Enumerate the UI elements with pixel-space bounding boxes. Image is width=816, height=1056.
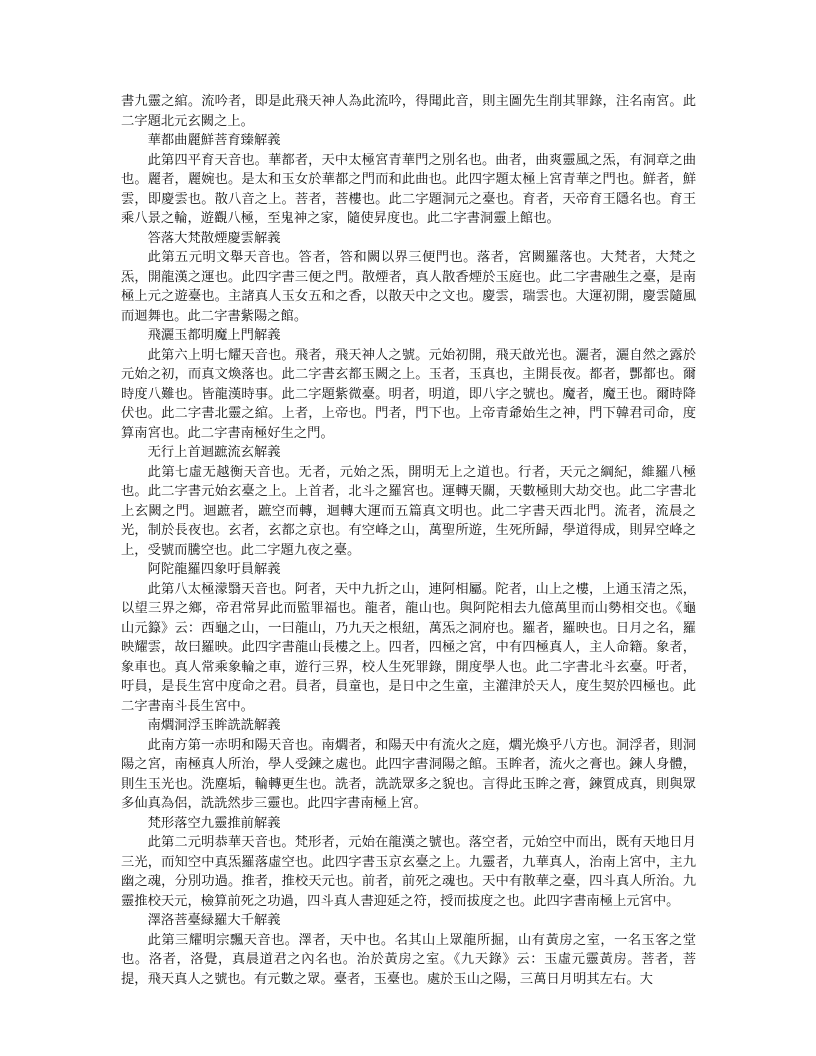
section-heading: 華都曲麗鮮菩育臻解義 — [147, 133, 281, 148]
body-paragraph: 此第八太極濛翳天音也。阿者，天中九折之山，連阿相屬。陀者，山上之樓，上通玉清之炁，以望三界之鄉，帝君常昇此而監罪福也。龍者，龍山也。與阿陀相去九億萬里而山勢相交也。《龜山元籙》云：西龜之山，一曰龍山，乃九天之根紐，萬炁之洞府也。羅者，羅映也。日月之名，羅映耀雲，故曰羅映。此四字書龍山長樓之上。四者，四極之宮，中有四極真人，主人命籍。象者，象車也。真人常乘象輪之車，遊行三界，校人生死罪錄，開度學人也。此二字書北斗玄臺。吁者，吁員，是長生宮中度命之君。員者，員童也，是日中之生童，主灌津於天人，度生契於四極也。此二字書南斗長生宮中。 — [121, 581, 696, 714]
section-heading: 梵形落空九靈推前解義 — [147, 815, 281, 831]
body-paragraph: 此第二元明恭華天音也。梵形者，元始在龍漢之號也。落空者，元始空中而出，既有天地日月三光，而知空中真炁羅落虛空也。此四字書玉京玄臺之上。九靈者，九華真人，治南上宮中，主九幽之魂，分別功過。推者，推校天元也。前者，前死之魂也。天中有散華之臺，四斗真人所治。九靈推校天元，檢算前死之功過，四斗真人書迎延之符，授而拔度之也。此四字書南極上元宮中。 — [121, 835, 696, 909]
body-paragraph: 此第四平育天音也。華都者，天中太極宮青華門之別名也。曲者，曲爽靈風之炁，有洞章之曲也。麗者，麗婉也。是太和玉女於華都之門而和此曲也。此四字題太極上宮青華之門也。鮮者，鮮雲，即慶雲也。散八音之上。菩者，菩樓也。此二字題洞元之臺也。育者，天帝育王隱名也。育王乘八景之輪，遊觀八極，至鬼神之家，隨使昇度也。此二字書洞靈上館也。 — [121, 152, 696, 226]
section-heading: 阿陀龍羅四象吁員解義 — [147, 562, 281, 577]
section-heading: 答落大梵散煙慶雲解義 — [147, 230, 281, 246]
body-paragraph: 此第七虛无越衡天音也。无者，元始之炁，開明无上之道也。行者，天元之綱紀，維羅八極也。此二字書元始玄臺之上。上首者，北斗之羅宮也。運轉天關，天數極則大劫交也。此二字書北上玄闕之門。迴蹠者，蹠空而轉，迴轉大運而五篇真文明也。此二字書天西北門。流者，流晨之光，制於長夜也。玄者，玄都之京也。有空峰之山，萬聖所遊，生死所歸，學道得成，則昇空峰之上，受號而騰空也。此二字題九夜之臺。 — [121, 464, 696, 558]
body-paragraph: 此第五元明文舉天音也。答者，答和闕以界三便門也。落者，宮闕羅落也。大梵者，大梵之炁，開龍漢之運也。此四字書三便之門。散煙者，真人散香煙於玉庭也。此二字書融生之臺，是南極上元之遊臺也。主諸真人玉女五和之香，以散天中之文也。慶雲，瑞雲也。大運初開，慶雲隨風而迴舞也。此二字書紫陽之館。 — [121, 250, 696, 324]
body-paragraph: 此第三耀明宗飄天音也。澤者，天中也。名其山上眾龍所掘，山有黃房之室，一名玉客之堂也。洛者，洛覺，真晨道君之內名也。治於黃房之室。《九天錄》云：玉虛元靈黃房。菩者，菩提，飛天真人之號也。有元數之眾。臺者，玉臺也。處於玉山之陽，三萬日月明其左右。大 — [121, 932, 696, 987]
section-heading: 无行上首迴蹠流玄解義 — [147, 445, 281, 460]
section-heading: 南爓洞浮玉眸詵詵解義 — [147, 718, 281, 733]
section-heading: 澤洛菩臺緑羅大千解義 — [147, 913, 281, 928]
document-page — [121, 92, 696, 989]
body-paragraph: 此第六上明七耀天音也。飛者，飛天神人之號。元始初開，飛天啟光也。灑者，灑自然之露於元始之初，而真文煥落也。此二字書玄都玉闕之上。玉者，玉真也，主開長夜。都者，酆都也。爾時度八難也。皆龍漢時事。此二字題紫微臺。明者，明道，即八字之號也。魔者，魔王也。爾時降伏也。此二字書北靈之綰。上者，上帝也。門者，門下也。上帝青爺始生之神，門下韓君司命，度算南宮也。此二字書南極好生之門。 — [121, 347, 696, 441]
section-heading: 飛灑玉都明魔上門解義 — [147, 328, 281, 343]
body-paragraph: 書九靈之綰。流吟者，即是此飛天神人為此流吟，得聞此音，則主圖先生削其罪錄，注名南宮。此二字題北元玄闕之上。 — [121, 94, 696, 129]
body-paragraph: 此南方第一赤明和陽天音也。南爓者，和陽天中有流火之庭，爓光煥乎八方也。洞浮者，則洞陽之宮，南極真人所治，學人受鍊之處也。此四字書洞陽之館。玉眸者，流火之膏也。鍊人身體，則生玉光也。洗塵垢，輪轉更生也。詵者，詵詵眾多之貌也。言得此玉眸之膏，鍊質成真，則與眾多仙真為侶，詵詵然步三靈也。此四字書南極上宮。 — [121, 737, 696, 811]
